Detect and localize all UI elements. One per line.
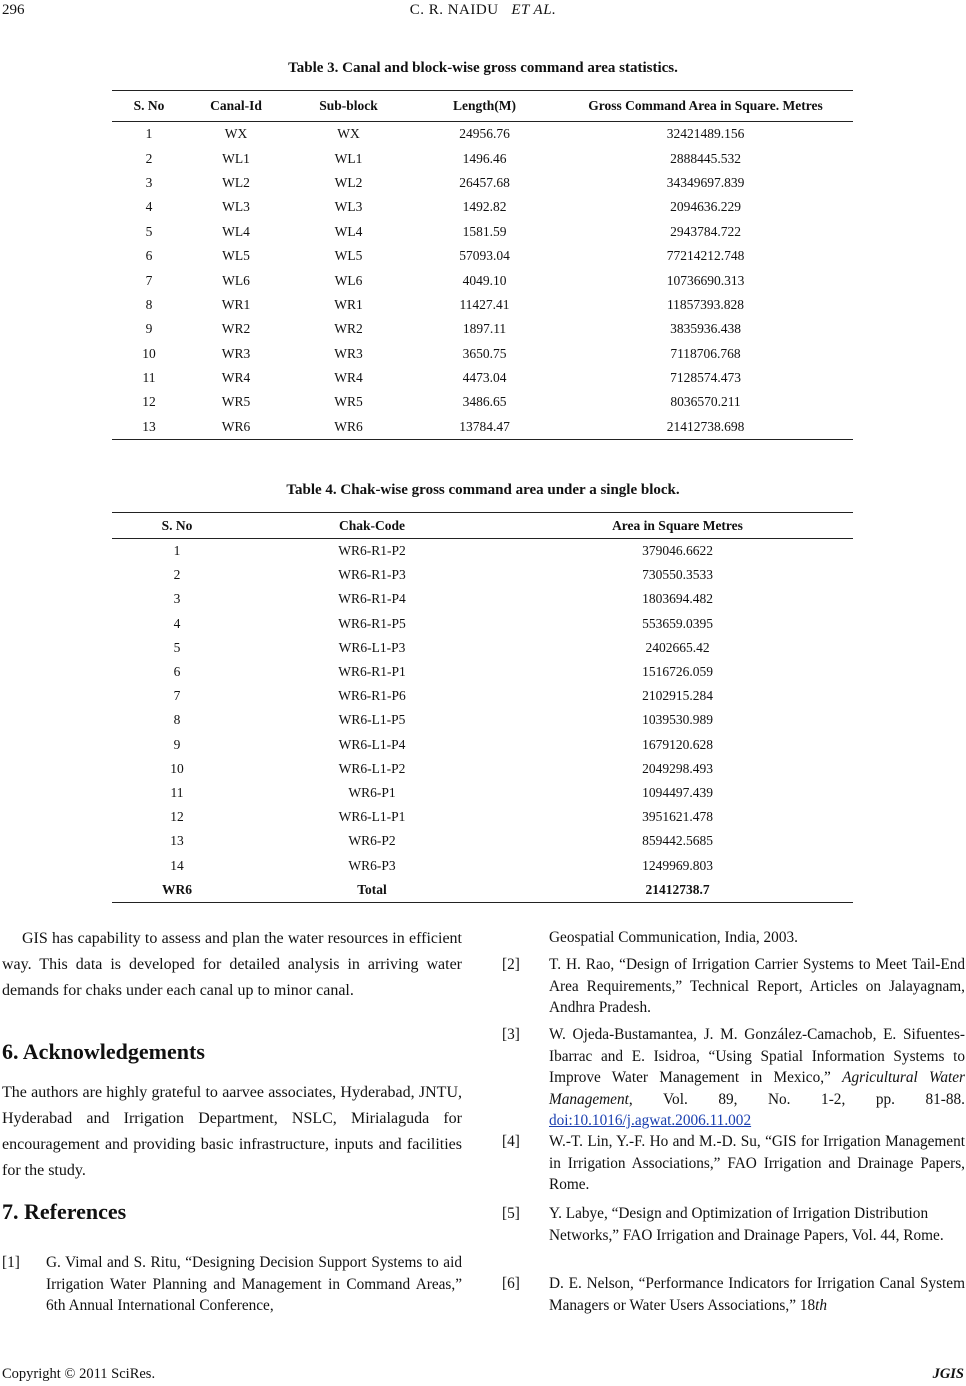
table-cell: WR1	[334, 296, 363, 312]
table-row	[112, 539, 853, 564]
table-row	[112, 757, 853, 781]
acknowledgements-heading: 6. Acknowledgements	[2, 1039, 205, 1064]
table-row	[112, 563, 853, 587]
table-cell: 1249969.803	[642, 857, 713, 873]
table-cell: 1803694.482	[642, 591, 713, 607]
table-cell: WL6	[222, 272, 250, 288]
table4	[112, 512, 853, 903]
table-cell: WX	[224, 126, 248, 142]
table-cell: WR6-L1-P4	[338, 736, 406, 752]
table-cell: 2943784.722	[670, 223, 741, 239]
table-cell: 13	[142, 418, 156, 434]
table-cell: 2	[145, 150, 153, 166]
table-row	[112, 587, 853, 611]
reference-number: [5]	[502, 1205, 520, 1222]
journal-title: Agricultural Water Management	[549, 1069, 965, 1108]
reference-text: Geospatial Communication, India, 2003.	[549, 929, 798, 946]
reference-text-post: , Vol. 89, No. 1-2, pp. 81-88.	[628, 1090, 965, 1108]
header-authors: C. R. NAIDU	[409, 2, 499, 18]
table3-col-area: Gross Command Area in Square. Metres	[588, 98, 823, 113]
reference-item-6	[502, 1273, 965, 1319]
table-cell: WL3	[222, 199, 250, 215]
table4-total-row	[112, 878, 853, 903]
table-cell: 2049298.493	[642, 760, 713, 776]
table-row	[112, 171, 853, 195]
table3-col-canal: Canal-Id	[210, 98, 262, 113]
table-cell: WR6-R1-P1	[338, 664, 406, 680]
table-cell: WR6-L1-P5	[338, 712, 406, 728]
reference-item-1	[2, 1252, 462, 1322]
table-cell: WR6	[221, 418, 251, 434]
table-cell: 9	[173, 736, 181, 752]
table-row	[112, 342, 853, 366]
table-cell: 21412738.698	[666, 418, 745, 434]
table-cell: 11857393.828	[666, 296, 745, 312]
table-cell: 5	[173, 639, 181, 655]
table-cell: 2094636.229	[670, 199, 741, 215]
table-cell: 1897.11	[462, 321, 507, 337]
table3-col-sno: S. No	[133, 98, 165, 113]
table-cell: WR6-R1-P5	[338, 615, 406, 631]
table-cell: 8036570.211	[670, 394, 741, 410]
reference-text: G. Vimal and S. Ritu, “Designing Decision Support Systems to aid Irrigation Water Planning and Management in Command Areas,” 6th Annual International Conference,	[46, 1254, 462, 1314]
copyright-footer: Copyright © 2011 SciRes.	[2, 1366, 156, 1382]
table-cell: 1	[173, 543, 181, 559]
table-cell: 4	[173, 615, 181, 631]
table-cell: 4049.10	[462, 272, 507, 288]
reference-number: [2]	[502, 956, 520, 973]
table-cell: WL3	[334, 199, 363, 215]
table-cell: 3486.65	[462, 394, 507, 410]
table-cell: 13784.47	[459, 418, 510, 434]
table-cell: 5	[145, 223, 153, 239]
table-cell: 26457.68	[459, 174, 510, 190]
table3-col-subblock: Sub-block	[319, 98, 378, 113]
table-cell: WR6-P1	[348, 784, 396, 800]
table-cell: WL5	[334, 248, 363, 264]
reference-item-1-cont	[502, 927, 965, 949]
reference-superscript: th	[815, 1296, 828, 1314]
table-cell: 1581.59	[462, 223, 507, 239]
reference-text: Y. Labye, “Design and Optimization of Irrigation Distribution Networks,” FAO Irrigation and Drainage Papers, Vol. 44, Rome.	[549, 1205, 944, 1244]
table3-col-length: Length(M)	[453, 98, 516, 113]
header-etal: ET AL.	[511, 2, 557, 18]
table-cell: WR6	[334, 418, 363, 434]
doi-link[interactable]: doi:10.1016/j.agwat.2006.11.002	[549, 1112, 752, 1129]
table-cell: 10	[170, 760, 184, 776]
table-cell: 11	[170, 784, 184, 800]
reference-number: [3]	[502, 1026, 520, 1043]
table-cell: 10736690.313	[666, 272, 745, 288]
reference-number: [4]	[502, 1133, 520, 1150]
table-cell: WX	[337, 126, 360, 142]
table-cell: 14	[170, 857, 184, 873]
table-row	[112, 268, 853, 292]
table-cell: 553659.0395	[642, 615, 713, 631]
table-cell: WL5	[222, 248, 250, 264]
reference-text: W.-T. Lin, Y.-F. Ho and M.-D. Su, “GIS for Irrigation Management in Irrigation Associations,” FAO Irrigation and Drainage Papers, Rome.	[549, 1133, 965, 1193]
table-cell: 12	[142, 394, 156, 410]
table-cell: 3	[145, 174, 153, 190]
table4-caption: Table 4. Chak-wise gross command area under a single block.	[286, 482, 680, 498]
table-row	[112, 853, 853, 877]
table-cell: 9	[145, 321, 153, 337]
running-header	[0, 2, 966, 19]
table-cell: WR6	[162, 881, 192, 897]
table-row	[112, 293, 853, 317]
table-cell: 11427.41	[459, 296, 510, 312]
table-cell: WR6-L1-P2	[338, 760, 406, 776]
reference-item-5	[502, 1203, 965, 1269]
table-cell: 77214212.748	[666, 248, 745, 264]
table-cell: 8	[173, 712, 181, 728]
table-cell: 4473.04	[462, 370, 507, 386]
table-cell: 32421489.156	[666, 126, 745, 142]
table-cell: 10	[142, 345, 156, 361]
table-cell: WR3	[221, 345, 251, 361]
table-cell: 7	[173, 688, 181, 704]
table-cell: WL2	[222, 174, 250, 190]
table-cell: 13	[170, 833, 184, 849]
table-cell: 1039530.989	[642, 712, 713, 728]
table3-caption: Table 3. Canal and block-wise gross command area statistics.	[288, 60, 678, 76]
table-cell: 2888445.532	[670, 150, 741, 166]
reference-item-3	[502, 1024, 965, 1129]
table-cell: 34349697.839	[666, 174, 745, 190]
table-row	[112, 781, 853, 805]
table-cell: 11	[142, 370, 156, 386]
table-cell: 3835936.438	[670, 321, 741, 337]
table-row	[112, 317, 853, 341]
table-cell: 57093.04	[459, 248, 510, 264]
table-cell: Total	[357, 881, 387, 897]
table-cell: 2102915.284	[642, 688, 713, 704]
table-cell: 2402665.42	[645, 639, 710, 655]
reference-item-4	[502, 1131, 965, 1197]
table-row	[112, 220, 853, 244]
table-cell: WR6-L1-P3	[338, 639, 406, 655]
table-cell: 4	[145, 199, 153, 215]
table-cell: WL4	[222, 223, 250, 239]
table-cell: 3650.75	[462, 345, 507, 361]
table-row	[112, 636, 853, 660]
table-row	[112, 390, 853, 414]
table-cell: WL1	[334, 150, 363, 166]
reference-number: [6]	[502, 1275, 520, 1292]
table-row	[112, 660, 853, 684]
journal-footer: JGIS	[932, 1366, 964, 1382]
table-cell: 7128574.473	[670, 370, 741, 386]
table-row	[112, 244, 853, 268]
table-cell: 3951621.478	[642, 809, 713, 825]
table-cell: WR6-P2	[348, 833, 396, 849]
table4-col-sno: S. No	[161, 517, 193, 533]
table-cell: 6	[145, 248, 153, 264]
table-cell: 12	[170, 809, 184, 825]
reference-text-pre: W. Ojeda-Bustamantea, J. M. González-Camachob, E. Sifuentes-Ibarrac and E. Isidroa, “Using Spatial Information Systems to Improve Water Management in Mexico,”	[549, 1026, 965, 1086]
body-paragraph: GIS has capability to assess and plan the water resources in efficient way. This data is developed for detailed analysis in arriving water demands for chaks under each canal up to minor canal.	[2, 930, 462, 999]
reference-number: [1]	[2, 1254, 20, 1271]
acknowledgements-text: The authors are highly grateful to aarvee associates, Hyderabad, JNTU, Hyderabad and Irrigation Department, NSLC, Mirialaguda for encouragement and providing basic infrastructure, inputs and facilities for the study.	[2, 1084, 462, 1179]
table3	[112, 90, 853, 440]
table-row	[112, 122, 853, 147]
reference-text: T. H. Rao, “Design of Irrigation Carrier Systems to Meet Tail-End Area Requirements,” Technical Report, Articles on Jalayagnam, Andhra Pradesh.	[549, 956, 965, 1016]
table-cell: WR6-R1-P3	[338, 567, 406, 583]
table-cell: 1	[145, 126, 153, 142]
table-cell: WR1	[221, 296, 251, 312]
table-cell: 8	[145, 296, 153, 312]
table-cell: 6	[173, 664, 181, 680]
table-cell: WR2	[334, 321, 363, 337]
table-row	[112, 195, 853, 219]
table-row	[112, 829, 853, 853]
table-cell: 21412738.7	[645, 881, 710, 897]
reference-text	[549, 1024, 965, 1132]
table-row	[112, 805, 853, 829]
reference-text	[549, 1273, 965, 1316]
table-cell: 379046.6622	[642, 543, 713, 559]
reference-item-2	[502, 954, 965, 1020]
table-cell: 1492.82	[462, 199, 507, 215]
table-cell: 7	[145, 272, 153, 288]
table-cell: 2	[173, 567, 181, 583]
table-row	[112, 684, 853, 708]
table-row	[112, 146, 853, 170]
table-cell: WR6-P3	[348, 857, 396, 873]
table-row	[112, 612, 853, 636]
table4-col-chak: Chak-Code	[338, 517, 405, 533]
table-cell: 7118706.768	[670, 345, 741, 361]
table-cell: 24956.76	[459, 126, 510, 142]
table-cell: WR6-R1-P4	[338, 591, 406, 607]
table-cell: WR5	[334, 394, 363, 410]
reference-text-pre: D. E. Nelson, “Performance Indicators for Irrigation Canal System Managers or Water Users Associations,” 18	[549, 1275, 965, 1314]
table-cell: WL4	[334, 223, 363, 239]
table-cell: WL2	[334, 174, 363, 190]
table-cell: 730550.3533	[642, 567, 713, 583]
table-cell: WR6-R1-P2	[338, 543, 406, 559]
table-row	[112, 733, 853, 757]
table-row	[112, 366, 853, 390]
table-cell: WR3	[334, 345, 363, 361]
table-cell: WR4	[221, 370, 251, 386]
references-heading: 7. References	[2, 1199, 127, 1224]
table-cell: WR6-R1-P6	[338, 688, 406, 704]
table-cell: 1094497.439	[642, 784, 713, 800]
table4-col-area: Area in Square Metres	[612, 517, 743, 533]
table-cell: WL6	[334, 272, 363, 288]
table-cell: 1516726.059	[642, 664, 713, 680]
table3-header-row	[112, 91, 853, 122]
table-cell: WR5	[221, 394, 251, 410]
table4-header-row	[112, 513, 853, 539]
table-cell: WL1	[222, 150, 250, 166]
table-row	[112, 415, 853, 440]
table-cell: WR4	[334, 370, 363, 386]
table-cell: WR2	[221, 321, 251, 337]
table-row	[112, 708, 853, 732]
page-number: 296	[2, 2, 25, 18]
table-cell: 859442.5685	[642, 833, 713, 849]
table-cell: WR6-L1-P1	[338, 809, 406, 825]
table-cell: 3	[173, 591, 181, 607]
table-cell: 1496.46	[462, 150, 507, 166]
table-cell: 1679120.628	[642, 736, 713, 752]
